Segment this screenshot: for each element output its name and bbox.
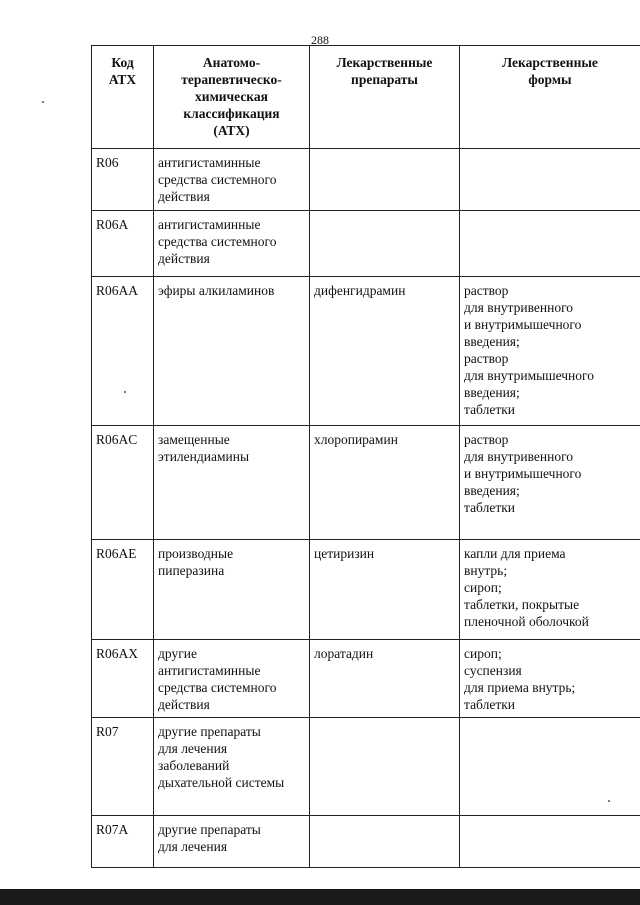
cell-code: R06AC xyxy=(92,426,154,540)
cell-classification: производные пиперазина xyxy=(154,540,310,640)
table-row xyxy=(92,816,640,868)
cell-forms: капли для приема внутрь; сироп; таблетки, покрытые пленочной оболочкой xyxy=(460,540,640,640)
table-row xyxy=(92,718,640,816)
cell-forms xyxy=(460,211,640,277)
cell-drugs: хлоропирамин xyxy=(310,426,460,540)
scan-speck xyxy=(42,101,44,103)
cell-drugs xyxy=(310,211,460,277)
scan-speck xyxy=(124,391,126,393)
cell-drugs xyxy=(310,149,460,211)
cell-forms xyxy=(460,718,640,816)
cell-drugs xyxy=(310,718,460,816)
cell-classification: антигистаминные средства системного действия xyxy=(154,149,310,211)
table-row xyxy=(92,640,640,718)
scan-speck xyxy=(608,800,610,802)
cell-drugs xyxy=(310,816,460,868)
cell-forms xyxy=(460,816,640,868)
cell-drugs: цетиризин xyxy=(310,540,460,640)
cell-code: R06AX xyxy=(92,640,154,718)
cell-classification: другие антигистаминные средства системного действия xyxy=(154,640,310,718)
cell-forms: раствор для внутривенного и внутримышечного введения; таблетки xyxy=(460,426,640,540)
header-drugs: Лекарственные препараты xyxy=(310,46,460,149)
cell-forms xyxy=(460,149,640,211)
cell-classification: другие препараты для лечения заболеваний дыхательной системы xyxy=(154,718,310,816)
cell-classification: замещенные этилендиамины xyxy=(154,426,310,540)
table-row xyxy=(92,149,640,211)
scan-bottom-edge xyxy=(0,889,640,905)
header-dosage-forms: Лекарственные формы xyxy=(460,46,640,149)
cell-classification: эфиры алкиламинов xyxy=(154,277,310,426)
atx-drug-table xyxy=(91,45,640,868)
cell-drugs: дифенгидрамин xyxy=(310,277,460,426)
cell-drugs: лоратадин xyxy=(310,640,460,718)
cell-forms: раствор для внутривенного и внутримышечного введения; раствор для внутримышечного введения; таблетки xyxy=(460,277,640,426)
cell-code: R06AA xyxy=(92,277,154,426)
cell-classification: антигистаминные средства системного действия xyxy=(154,211,310,277)
header-atx-classification: Анатомо- терапевтическо- химическая классификация (АТХ) xyxy=(154,46,310,149)
cell-code: R06A xyxy=(92,211,154,277)
table-header-row xyxy=(92,46,640,149)
table-row xyxy=(92,426,640,540)
table-row xyxy=(92,211,640,277)
page-number: 288 xyxy=(311,33,329,47)
cell-code: R06AE xyxy=(92,540,154,640)
cell-code: R07 xyxy=(92,718,154,816)
table-row xyxy=(92,540,640,640)
cell-classification: другие препараты для лечения xyxy=(154,816,310,868)
header-atx-code: Код АТХ xyxy=(92,46,154,149)
cell-code: R06 xyxy=(92,149,154,211)
table-row xyxy=(92,277,640,426)
cell-forms: сироп; суспензия для приема внутрь; таблетки xyxy=(460,640,640,718)
cell-code: R07A xyxy=(92,816,154,868)
